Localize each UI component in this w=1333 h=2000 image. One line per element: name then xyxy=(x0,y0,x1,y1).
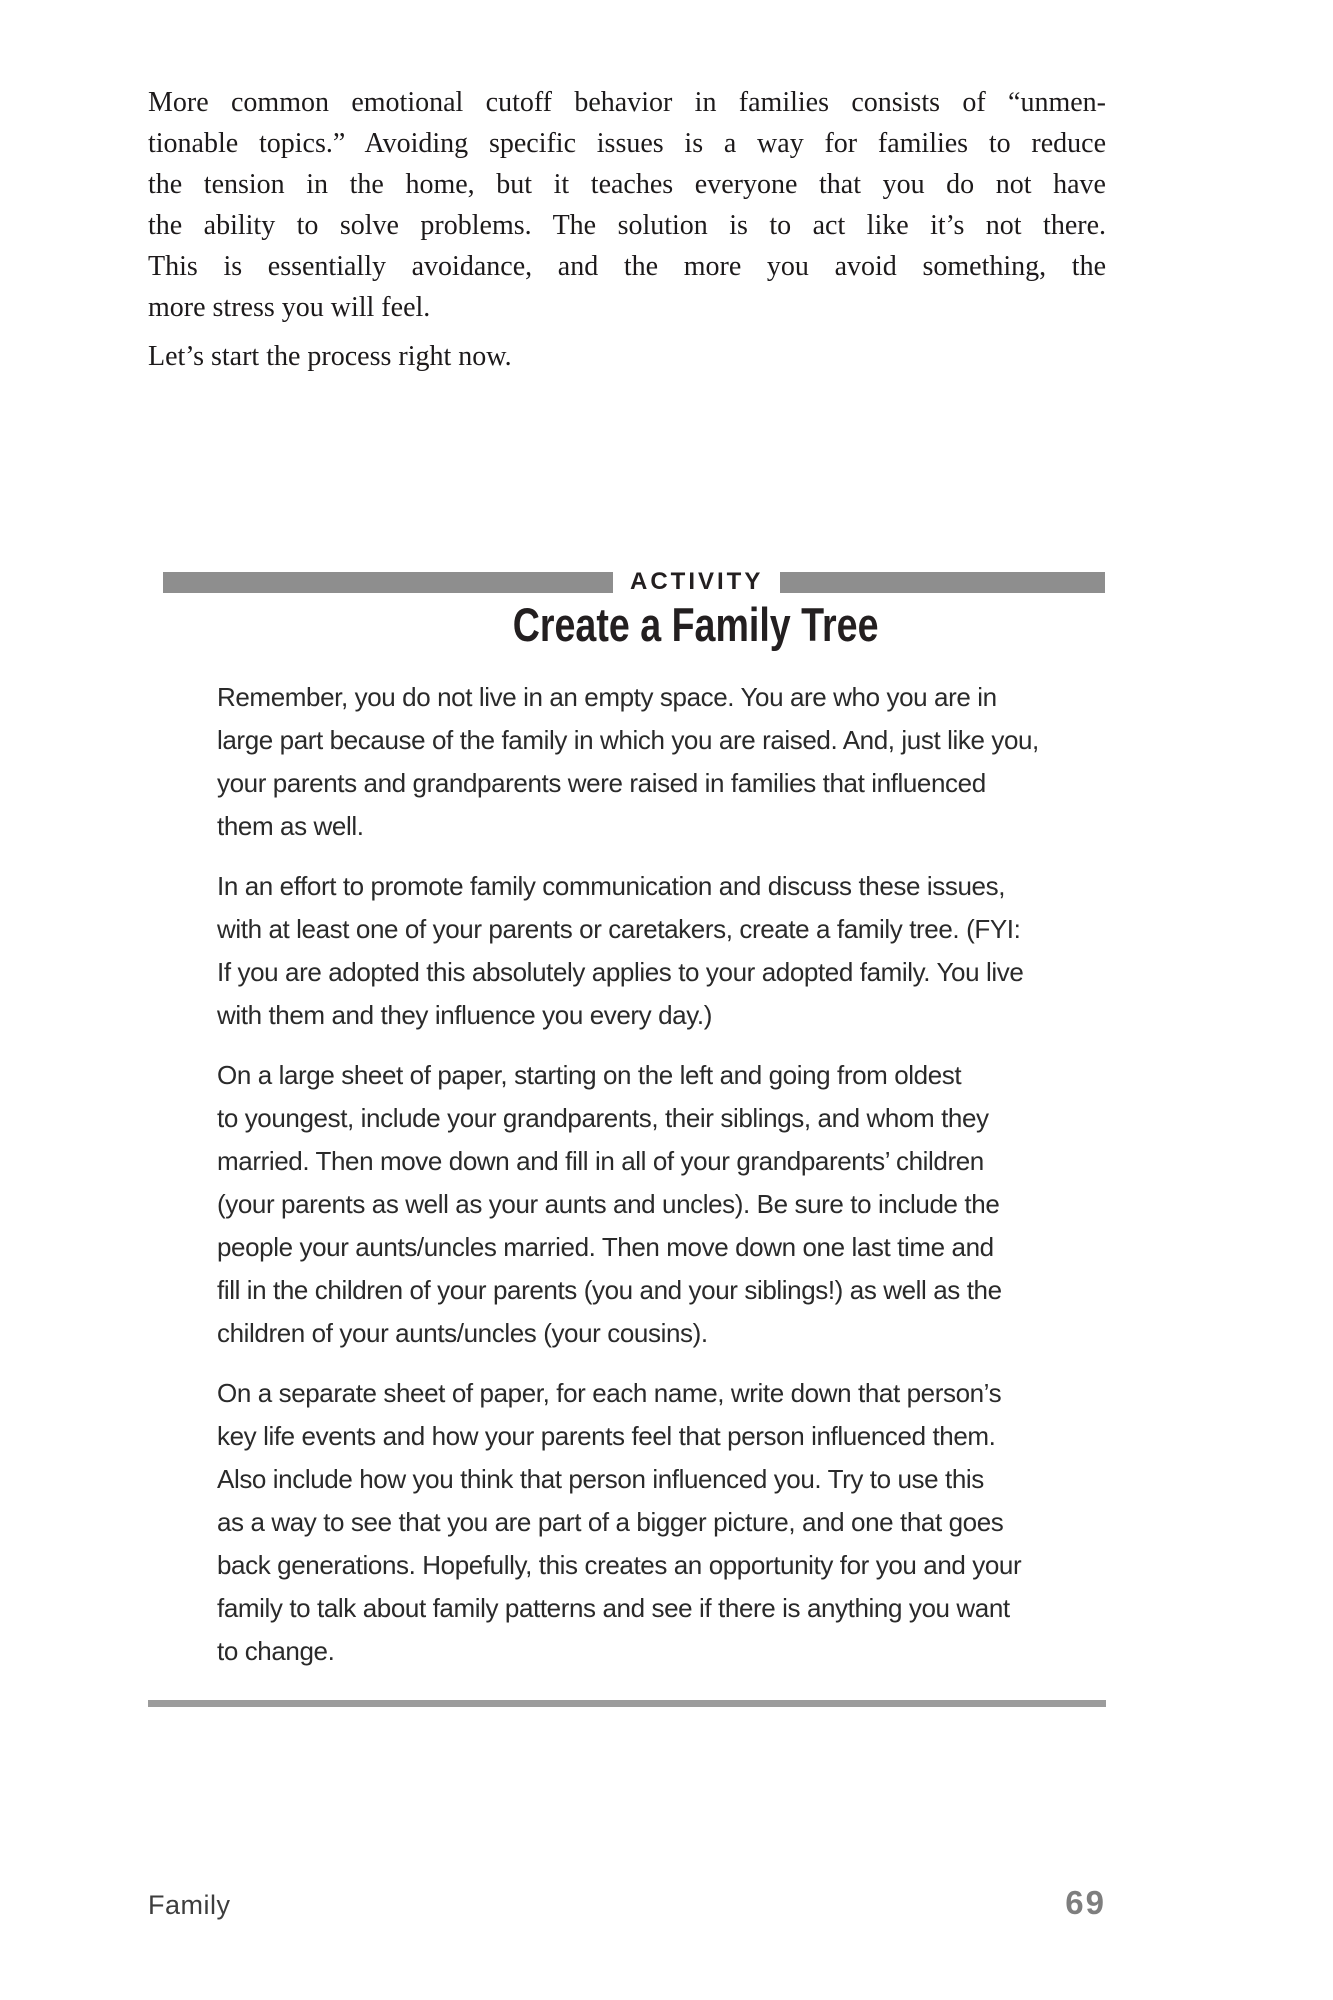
footer-section-label: Family xyxy=(148,1890,231,1920)
intro-line: This is essentially avoidance, and the more you avoid something, the xyxy=(148,251,1106,282)
body-line: as a way to see that you are part of a bigger picture, and one that goes xyxy=(217,1507,1004,1537)
body-line: fill in the children of your parents (you and your siblings!) as well as the xyxy=(217,1275,1002,1305)
body-line: people your aunts/uncles married. Then move down one last time and xyxy=(217,1232,994,1262)
activity-title-text: Create a Family Tree xyxy=(513,598,879,651)
body-line: with at least one of your parents or caretakers, create a family tree. (FYI: xyxy=(217,914,1021,944)
body-line: On a large sheet of paper, starting on the left and going from oldest xyxy=(217,1060,962,1090)
body-line: key life events and how your parents feel that person influenced them. xyxy=(217,1421,996,1451)
body-line: children of your aunts/uncles (your cousins). xyxy=(217,1318,708,1348)
intro-paragraph xyxy=(148,82,1106,328)
body-line: back generations. Hopefully, this creates an opportunity for you and your xyxy=(217,1550,1022,1580)
activity-header xyxy=(163,568,1105,596)
activity-body xyxy=(217,676,1107,1690)
body-line: with them and they influence you every day.) xyxy=(217,1000,712,1030)
intro-line: the tension in the home, but it teaches everyone that you do not have xyxy=(148,169,1106,200)
body-line: to change. xyxy=(217,1636,335,1666)
body-line: Also include how you think that person influenced you. Try to use this xyxy=(217,1464,984,1494)
activity-paragraph xyxy=(217,1372,1107,1673)
activity-bar-left xyxy=(163,572,613,593)
body-line: In an effort to promote family communication and discuss these issues, xyxy=(217,871,1006,901)
body-line: If you are adopted this absolutely applies to your adopted family. You live xyxy=(217,957,1024,987)
activity-paragraph xyxy=(217,865,1107,1037)
page-number: 69 xyxy=(1065,1884,1106,1921)
body-line: to youngest, include your grandparents, their siblings, and whom they xyxy=(217,1103,989,1133)
body-line: On a separate sheet of paper, for each name, write down that person’s xyxy=(217,1378,1002,1408)
intro-line: more stress you will feel. xyxy=(148,292,431,323)
page-footer xyxy=(148,1884,1106,1922)
intro-line: the ability to solve problems. The solution is to act like it’s not there. xyxy=(148,210,1106,241)
intro-line: More common emotional cutoff behavior in families consists of “unmen- xyxy=(148,87,1106,118)
body-line: your parents and grandparents were raised in families that influenced xyxy=(217,768,986,798)
body-line: them as well. xyxy=(217,811,364,841)
activity-bottom-rule xyxy=(148,1700,1106,1707)
body-line: married. Then move down and fill in all of your grandparents’ children xyxy=(217,1146,984,1176)
activity-paragraph xyxy=(217,1054,1107,1355)
body-line: (your parents as well as your aunts and uncles). Be sure to include the xyxy=(217,1189,1000,1219)
activity-bar-right xyxy=(780,572,1105,593)
intro-line: tionable topics.” Avoiding specific issues is a way for families to reduce xyxy=(148,128,1106,159)
activity-paragraph xyxy=(217,676,1107,848)
body-line: large part because of the family in which you are raised. And, just like you, xyxy=(217,725,1039,755)
activity-label: ACTIVITY xyxy=(630,568,764,595)
body-line: Remember, you do not live in an empty space. You are who you are in xyxy=(217,682,997,712)
closing-line: Let’s start the process right now. xyxy=(148,341,512,372)
body-line: family to talk about family patterns and see if there is anything you want xyxy=(217,1593,1010,1623)
activity-title xyxy=(148,598,1106,652)
